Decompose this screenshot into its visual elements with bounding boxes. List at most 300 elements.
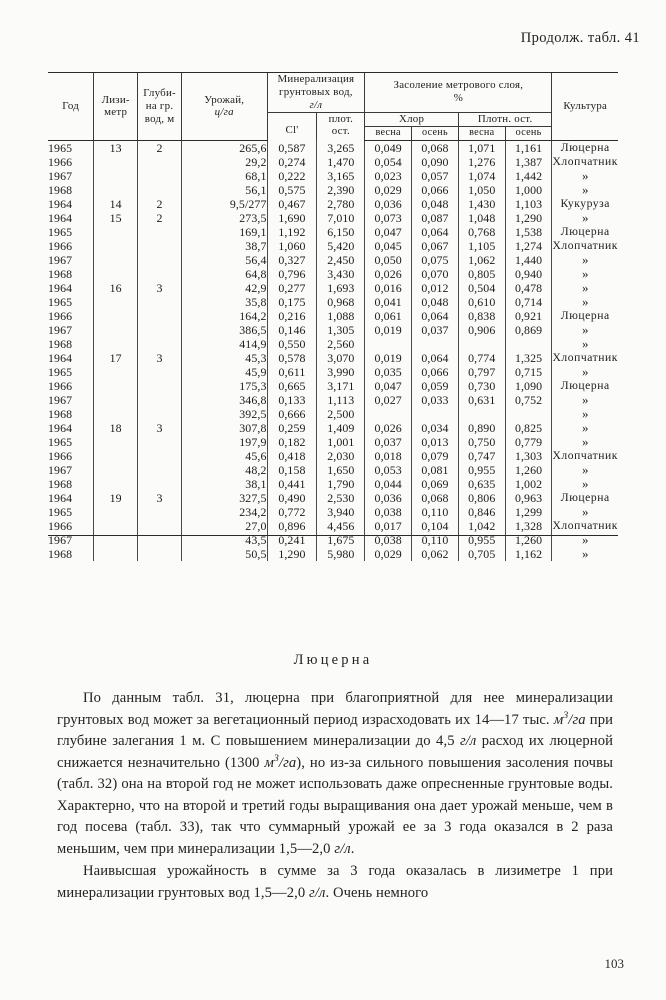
cell-cl_autumn: 0,057 xyxy=(412,169,459,183)
cell-lys xyxy=(94,309,138,323)
cell-do_spring: 0,838 xyxy=(458,309,505,323)
header-salinization-line1: Засоление метрового слоя, xyxy=(393,79,524,92)
p2-unit-1: г/л xyxy=(309,884,326,901)
cell-crop-ditto: » xyxy=(552,365,618,379)
table-row xyxy=(48,281,618,295)
cell-cl_spring: 0,019 xyxy=(365,323,412,337)
cell-do_spring: 1,048 xyxy=(458,211,505,225)
header-chlor-spring: весна xyxy=(365,127,412,141)
cell-year: 1968 xyxy=(48,336,73,351)
cell-lys: 15 xyxy=(94,211,138,225)
cell-dens: 1,470 xyxy=(317,155,365,169)
cell-lys xyxy=(94,239,138,253)
lysimeter-data-table xyxy=(48,72,618,561)
cell-dep: 2 xyxy=(138,140,182,155)
cell-yield: 265,6 xyxy=(182,140,268,155)
cell-do_spring: 0,747 xyxy=(458,449,505,463)
header-lysimeter xyxy=(94,73,138,141)
cell-cl_spring: 0,038 xyxy=(365,505,412,519)
cell-lys xyxy=(94,519,138,533)
cell-dep xyxy=(138,477,182,491)
header-dense-residue-line1: плот. xyxy=(328,112,354,125)
cell-yield: 414,9 xyxy=(182,337,268,351)
cell-do_spring: 1,074 xyxy=(458,169,505,183)
cell-dep xyxy=(138,547,182,561)
cell-cl_autumn: 0,064 xyxy=(412,351,459,365)
cell-do_autumn: 0,478 xyxy=(505,281,552,295)
cell-dep xyxy=(138,407,182,421)
cell-yield: 29,2 xyxy=(182,155,268,169)
cell-cl: 1,192 xyxy=(267,225,317,239)
cell-cl: 0,578 xyxy=(267,351,317,365)
cell-dep xyxy=(138,337,182,351)
cell-lys: 16 xyxy=(94,281,138,295)
cell-cl_spring: 0,047 xyxy=(365,225,412,239)
cell-do_autumn: 1,002 xyxy=(505,477,552,491)
cell-dens: 3,165 xyxy=(317,169,365,183)
cell-dens: 2,500 xyxy=(317,407,365,421)
cell-do_autumn xyxy=(505,407,552,421)
table-row xyxy=(48,169,618,183)
cell-do_autumn: 1,274 xyxy=(505,239,552,253)
header-dens-spring: весна xyxy=(458,127,505,141)
cell-dens: 2,530 xyxy=(317,491,365,505)
cell-dens: 1,650 xyxy=(317,463,365,477)
header-dense-residue-group: Плотн. ост. xyxy=(458,112,552,127)
cell-dep xyxy=(138,519,182,533)
cell-dens: 3,265 xyxy=(317,140,365,155)
cell-do_autumn: 0,869 xyxy=(505,323,552,337)
cell-cl_spring: 0,026 xyxy=(365,267,412,281)
cell-do_autumn: 1,000 xyxy=(505,183,552,197)
cell-yield: 9,5/277 xyxy=(182,197,268,211)
page-number: 103 xyxy=(604,956,624,971)
cell-do_autumn: 1,440 xyxy=(505,253,552,267)
cell-cl_autumn: 0,048 xyxy=(412,197,459,211)
cell-year: 1966 xyxy=(48,238,73,253)
cell-yield: 175,3 xyxy=(182,379,268,393)
cell-yield: 169,1 xyxy=(182,225,268,239)
cell-cl_spring: 0,023 xyxy=(365,169,412,183)
cell-do_spring: 1,430 xyxy=(458,197,505,211)
table-row xyxy=(48,323,618,337)
cell-do_autumn: 1,538 xyxy=(505,225,552,239)
cell-cl_spring: 0,037 xyxy=(365,435,412,449)
p1-part-d: ), но из-за сильного повышения засоления почвы (табл. 32) она на второй год не может использовать даже опресненные грунтовые воды. Характерно, что на второй и третий годы выращивания она дает урожай меньше, чем в год посева (табл. 33), так что суммарный урожай ее за 3 года оказался в 2 раза меньшим, чем при минерализации 1,5—2,0 xyxy=(57,754,613,857)
cell-yield: 45,3 xyxy=(182,351,268,365)
cell-year: 1966 xyxy=(48,308,73,323)
cell-crop-ditto: » xyxy=(552,407,618,421)
cell-dens: 3,070 xyxy=(317,351,365,365)
cell-lys xyxy=(94,169,138,183)
cell-cl: 0,175 xyxy=(267,295,317,309)
cell-cl_spring: 0,047 xyxy=(365,379,412,393)
header-dens-autumn: осень xyxy=(505,127,552,141)
cell-dep: 2 xyxy=(138,197,182,211)
cell-cl_autumn xyxy=(412,407,459,421)
cell-do_autumn: 0,714 xyxy=(505,295,552,309)
p1-unit-2: г/л xyxy=(459,733,477,749)
cell-lys xyxy=(94,477,138,491)
cell-yield: 35,8 xyxy=(182,295,268,309)
cell-do_spring: 0,906 xyxy=(458,323,505,337)
cell-crop-ditto: » xyxy=(552,477,618,491)
cell-do_spring: 0,806 xyxy=(458,491,505,505)
cell-year: 1964 xyxy=(48,420,73,435)
cell-cl_spring: 0,019 xyxy=(365,351,412,365)
cell-cl: 0,277 xyxy=(267,281,317,295)
cell-do_spring: 0,955 xyxy=(458,463,505,477)
cell-year: 1967 xyxy=(48,462,73,477)
header-dense-residue-line2: ост. xyxy=(331,125,350,138)
p1-unit-4: г/л xyxy=(334,840,351,857)
cell-dens: 1,113 xyxy=(317,393,365,407)
cell-dens: 2,390 xyxy=(317,183,365,197)
cell-cl_spring: 0,036 xyxy=(365,197,412,211)
cell-do_spring: 0,610 xyxy=(458,295,505,309)
header-salinization xyxy=(365,73,552,113)
cell-lys xyxy=(94,225,138,239)
table-row xyxy=(48,365,618,379)
cell-cl_spring: 0,049 xyxy=(365,140,412,155)
cell-dep xyxy=(138,169,182,183)
cell-dep xyxy=(138,225,182,239)
cell-cl_autumn: 0,064 xyxy=(412,309,459,323)
cell-do_autumn: 1,328 xyxy=(505,519,552,533)
cell-yield: 42,9 xyxy=(182,281,268,295)
cell-cl_spring: 0,050 xyxy=(365,253,412,267)
cell-cl_spring xyxy=(365,407,412,421)
cell-do_autumn: 1,260 xyxy=(505,463,552,477)
header-depth-line3: вод, м xyxy=(144,112,175,125)
cell-do_spring: 0,631 xyxy=(458,393,505,407)
header-culture: Культура xyxy=(552,73,618,141)
cell-dens: 1,675 xyxy=(317,533,365,547)
cell-cl: 0,133 xyxy=(267,393,317,407)
table-row xyxy=(48,519,618,533)
cell-cl_autumn: 0,033 xyxy=(412,393,459,407)
cell-crop: Люцерна xyxy=(552,140,618,155)
cell-dens: 4,456 xyxy=(317,519,365,533)
cell-do_spring: 0,805 xyxy=(458,267,505,281)
cell-yield: 346,8 xyxy=(182,393,268,407)
cell-cl: 0,772 xyxy=(267,505,317,519)
cell-crop: Хлопчатник xyxy=(552,448,618,462)
cell-cl_spring: 0,073 xyxy=(365,211,412,225)
cell-dens: 7,010 xyxy=(317,211,365,225)
cell-crop-ditto: » xyxy=(552,183,618,197)
cell-lys xyxy=(94,337,138,351)
cell-do_autumn: 0,752 xyxy=(505,393,552,407)
cell-lys xyxy=(94,155,138,169)
cell-cl_autumn: 0,081 xyxy=(412,463,459,477)
cell-do_spring: 0,797 xyxy=(458,365,505,379)
cell-crop: Хлопчатник xyxy=(552,154,618,168)
cell-yield: 386,5 xyxy=(182,323,268,337)
cell-cl_spring: 0,029 xyxy=(365,183,412,197)
cell-cl_autumn: 0,087 xyxy=(412,211,459,225)
cell-year: 1965 xyxy=(48,140,73,155)
cell-lys: 18 xyxy=(94,421,138,435)
cell-dens: 1,790 xyxy=(317,477,365,491)
cell-crop: Хлопчатник xyxy=(552,238,618,252)
cell-yield: 327,5 xyxy=(182,491,268,505)
p2-part-b: . Очень немного xyxy=(325,884,429,901)
cell-crop: Люцерна xyxy=(552,225,618,239)
cell-crop-ditto: » xyxy=(552,393,618,407)
cell-cl_autumn: 0,075 xyxy=(412,253,459,267)
cell-cl_autumn: 0,067 xyxy=(412,239,459,253)
header-mineralization-line1: Минерализация xyxy=(277,73,355,85)
cell-crop-ditto: » xyxy=(552,435,618,449)
cell-dep xyxy=(138,505,182,519)
cell-lys xyxy=(94,449,138,463)
cell-do_spring xyxy=(458,337,505,351)
cell-cl_autumn: 0,013 xyxy=(412,435,459,449)
cell-lys xyxy=(94,253,138,267)
cell-cl: 0,666 xyxy=(267,407,317,421)
cell-do_autumn: 0,963 xyxy=(505,491,552,505)
cell-yield: 273,5 xyxy=(182,211,268,225)
cell-do_autumn: 1,303 xyxy=(505,449,552,463)
table-row xyxy=(48,505,618,519)
cell-cl_autumn: 0,068 xyxy=(412,140,459,155)
cell-dep: 3 xyxy=(138,351,182,365)
table-row xyxy=(48,435,618,449)
cell-cl_autumn: 0,066 xyxy=(412,183,459,197)
cell-dens: 6,150 xyxy=(317,225,365,239)
cell-lys xyxy=(94,547,138,561)
cell-lys xyxy=(94,435,138,449)
table-row xyxy=(48,337,618,351)
cell-dep: 3 xyxy=(138,491,182,505)
table-row xyxy=(48,463,618,477)
header-lysimeter-line1: Лизи- xyxy=(101,93,130,106)
table-row xyxy=(48,477,618,491)
cell-do_spring: 0,705 xyxy=(458,547,505,561)
cell-dens: 1,001 xyxy=(317,435,365,449)
cell-cl_spring: 0,026 xyxy=(365,421,412,435)
header-yield-line2: ц/га xyxy=(214,106,234,119)
cell-yield: 38,1 xyxy=(182,477,268,491)
cell-crop-ditto: » xyxy=(552,253,618,267)
cell-do_spring: 0,774 xyxy=(458,351,505,365)
cell-dep xyxy=(138,449,182,463)
cell-do_autumn: 1,325 xyxy=(505,351,552,365)
cell-dens: 1,693 xyxy=(317,281,365,295)
table-row xyxy=(48,183,618,197)
cell-cl_autumn: 0,104 xyxy=(412,519,459,533)
cell-do_spring: 0,730 xyxy=(458,379,505,393)
cell-do_spring: 1,276 xyxy=(458,155,505,169)
cell-crop-ditto: » xyxy=(552,533,618,547)
cell-cl_spring: 0,035 xyxy=(365,365,412,379)
cell-do_spring: 1,105 xyxy=(458,239,505,253)
p1-unit-3: $м^3/га$ xyxy=(264,752,297,771)
cell-yield: 64,8 xyxy=(182,267,268,281)
cell-yield: 38,7 xyxy=(182,239,268,253)
cell-crop-ditto: » xyxy=(552,421,618,435)
table-header xyxy=(48,73,618,141)
cell-lys xyxy=(94,267,138,281)
table-row xyxy=(48,309,618,323)
cell-crop: Хлопчатник xyxy=(552,350,618,364)
cell-cl_spring: 0,044 xyxy=(365,477,412,491)
cell-do_spring: 1,042 xyxy=(458,519,505,533)
cell-yield: 234,2 xyxy=(182,505,268,519)
cell-do_spring: 0,750 xyxy=(458,435,505,449)
table-row xyxy=(48,239,618,253)
table-row xyxy=(48,393,618,407)
cell-dens: 3,430 xyxy=(317,267,365,281)
cell-do_spring xyxy=(458,407,505,421)
cell-cl: 1,290 xyxy=(267,547,317,561)
cell-year: 1965 xyxy=(48,294,73,309)
table-row xyxy=(48,253,618,267)
cell-cl: 0,158 xyxy=(267,463,317,477)
cell-cl_spring: 0,041 xyxy=(365,295,412,309)
cell-do_autumn: 1,387 xyxy=(505,155,552,169)
cell-year: 1967 xyxy=(48,322,73,337)
cell-year: 1966 xyxy=(48,448,73,463)
cell-crop-ditto: » xyxy=(552,281,618,295)
cell-year: 1966 xyxy=(48,378,73,393)
cell-year: 1964 xyxy=(48,280,73,295)
cell-yield: 307,8 xyxy=(182,421,268,435)
cell-do_autumn xyxy=(505,337,552,351)
cell-year: 1968 xyxy=(48,182,73,197)
cell-cl: 0,259 xyxy=(267,421,317,435)
cell-cl_autumn: 0,069 xyxy=(412,477,459,491)
p1-part-a: По данным табл. 31, люцерна при благоприятной для нее минерализации грунтовых вод может за вегетационный период израсходовать их 14—17 тыс. xyxy=(57,690,613,728)
cell-cl: 0,216 xyxy=(267,309,317,323)
cell-crop-ditto: » xyxy=(552,267,618,281)
cell-do_autumn: 1,442 xyxy=(505,169,552,183)
cell-cl_spring: 0,038 xyxy=(365,533,412,547)
cell-cl_spring: 0,017 xyxy=(365,519,412,533)
cell-crop-ditto: » xyxy=(552,169,618,183)
header-yield xyxy=(182,73,268,141)
cell-yield: 43,5 xyxy=(182,533,268,547)
header-salinization-line2: % xyxy=(453,92,464,105)
table-row xyxy=(48,407,618,421)
cell-cl: 0,241 xyxy=(267,533,317,547)
header-chloride-ion: Cl' xyxy=(267,112,317,140)
cell-cl_spring: 0,027 xyxy=(365,393,412,407)
cell-cl_spring: 0,045 xyxy=(365,239,412,253)
cell-lys: 13 xyxy=(94,140,138,155)
cell-year: 1964 xyxy=(48,196,73,211)
cell-crop-ditto: » xyxy=(552,211,618,225)
cell-crop: Люцерна xyxy=(552,491,618,505)
cell-cl_spring: 0,018 xyxy=(365,449,412,463)
header-yield-line1: Урожай, xyxy=(204,93,245,106)
cell-do_autumn: 1,090 xyxy=(505,379,552,393)
cell-do_autumn: 1,260 xyxy=(505,533,552,547)
cell-cl: 0,587 xyxy=(267,140,317,155)
p1-part-b: при глубине залегания 1 м. С повышением минерализации до 4,5 xyxy=(57,711,613,749)
cell-dep xyxy=(138,463,182,477)
continued-table-label: Продолж. табл. 41 xyxy=(520,30,640,46)
cell-cl_autumn: 0,034 xyxy=(412,421,459,435)
table-row xyxy=(48,225,618,239)
header-chlor-group: Хлор xyxy=(365,112,459,127)
cell-cl: 0,418 xyxy=(267,449,317,463)
cell-cl_autumn: 0,012 xyxy=(412,281,459,295)
cell-lys xyxy=(94,407,138,421)
cell-crop: Люцерна xyxy=(552,379,618,393)
cell-cl: 0,467 xyxy=(267,197,317,211)
cell-cl_autumn xyxy=(412,337,459,351)
cell-do_autumn: 0,940 xyxy=(505,267,552,281)
table-row xyxy=(48,351,618,365)
cell-dep: 3 xyxy=(138,281,182,295)
cell-do_spring: 1,050 xyxy=(458,183,505,197)
cell-cl_spring: 0,029 xyxy=(365,547,412,561)
cell-crop-ditto: » xyxy=(552,295,618,309)
cell-do_spring: 0,846 xyxy=(458,505,505,519)
cell-cl_spring: 0,016 xyxy=(365,281,412,295)
cell-cl: 0,611 xyxy=(267,365,317,379)
table-row xyxy=(48,267,618,281)
cell-cl_spring xyxy=(365,337,412,351)
lysimeter-data-table-wrapper xyxy=(48,72,618,561)
cell-lys: 19 xyxy=(94,491,138,505)
cell-dens: 2,030 xyxy=(317,449,365,463)
cell-dens: 3,171 xyxy=(317,379,365,393)
cell-year: 1968 xyxy=(48,476,73,491)
cell-year: 1967 xyxy=(48,392,73,407)
table-row xyxy=(48,491,618,505)
cell-cl: 0,441 xyxy=(267,477,317,491)
cell-yield: 164,2 xyxy=(182,309,268,323)
cell-do_spring: 1,071 xyxy=(458,140,505,155)
cell-do_autumn: 1,290 xyxy=(505,211,552,225)
cell-dep xyxy=(138,253,182,267)
cell-year: 1967 xyxy=(48,532,73,547)
table-row xyxy=(48,295,618,309)
cell-year: 1965 xyxy=(48,434,73,449)
cell-crop-ditto: » xyxy=(552,463,618,477)
cell-do_autumn: 0,779 xyxy=(505,435,552,449)
cell-crop-ditto: » xyxy=(552,337,618,351)
cell-cl_autumn: 0,059 xyxy=(412,379,459,393)
cell-dep: 3 xyxy=(138,421,182,435)
table-row xyxy=(48,547,618,561)
cell-dens: 2,450 xyxy=(317,253,365,267)
cell-cl: 0,665 xyxy=(267,379,317,393)
cell-yield: 45,9 xyxy=(182,365,268,379)
cell-cl_spring: 0,054 xyxy=(365,155,412,169)
cell-dep xyxy=(138,365,182,379)
cell-crop-ditto: » xyxy=(552,505,618,519)
cell-do_spring: 0,635 xyxy=(458,477,505,491)
body-text xyxy=(57,688,613,904)
cell-cl: 0,796 xyxy=(267,267,317,281)
cell-dep xyxy=(138,183,182,197)
cell-cl_autumn: 0,037 xyxy=(412,323,459,337)
cell-cl_autumn: 0,110 xyxy=(412,533,459,547)
cell-do_autumn: 1,103 xyxy=(505,197,552,211)
cell-dep: 2 xyxy=(138,211,182,225)
cell-do_autumn: 0,825 xyxy=(505,421,552,435)
cell-dep xyxy=(138,155,182,169)
table-bottom-rule xyxy=(48,535,618,536)
paragraph-2 xyxy=(57,861,613,904)
cell-cl_autumn: 0,064 xyxy=(412,225,459,239)
cell-yield: 197,9 xyxy=(182,435,268,449)
cell-lys: 17 xyxy=(94,351,138,365)
